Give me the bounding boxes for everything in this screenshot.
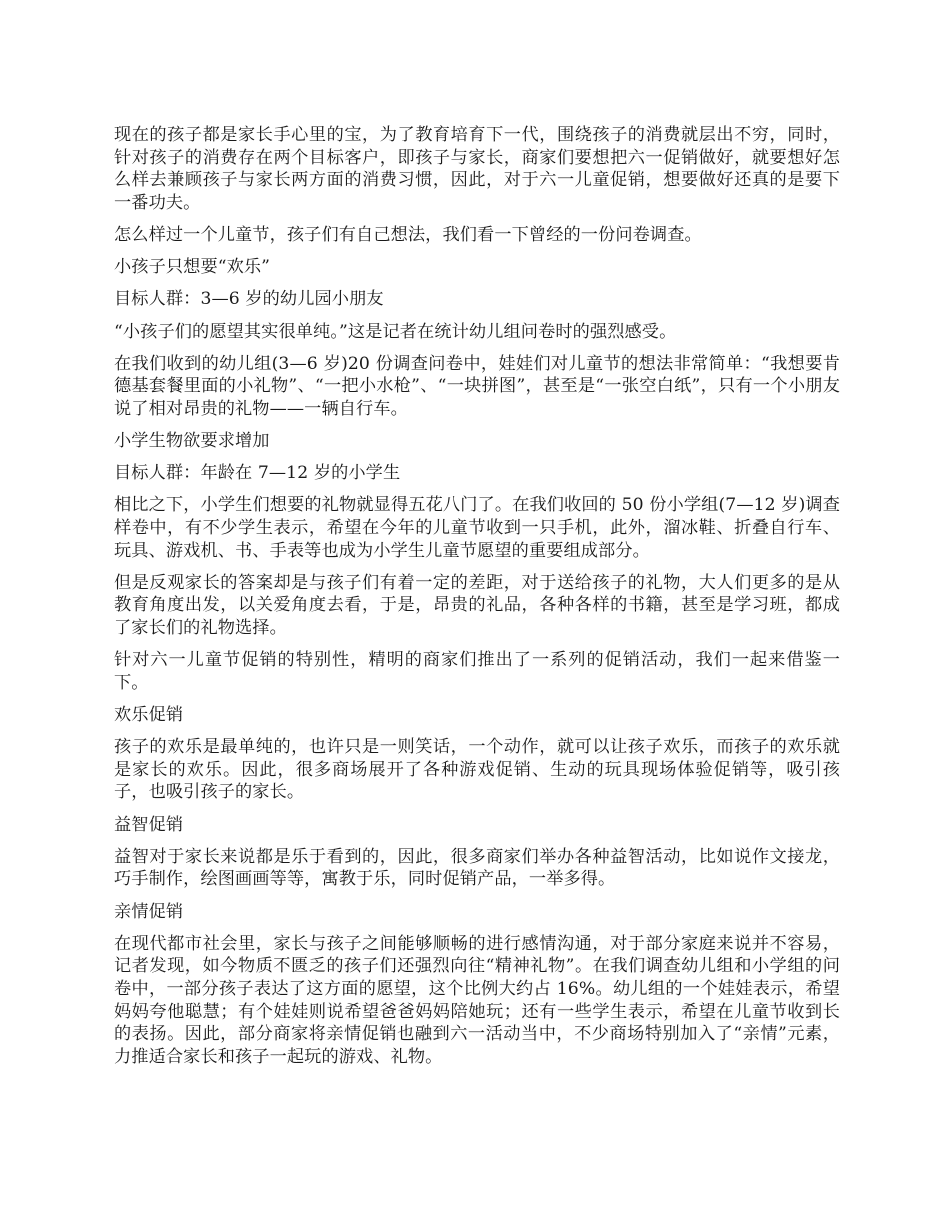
joy-promotion-paragraph: 孩子的欢乐是最单纯的，也许只是一则笑话，一个动作，就可以让孩子欢乐，而孩子的欢乐就是家长的欢乐。因此，很多商场展开了各种游戏促销、生动的玩具现场体验促销等，吸引孩子，也吸引孩子的家长。 bbox=[114, 737, 840, 803]
section-heading-pupils: 小学生物欲要求增加 bbox=[114, 431, 270, 452]
target-group-young-children: 目标人群：3—6 岁的幼儿园小朋友 bbox=[114, 289, 384, 310]
young-children-survey-paragraph: 在我们收到的幼儿组(3—6 岁)20 份调查问卷中，娃娃们对儿童节的想法非常简单：“我想要肯德基套餐里面的小礼物”、“一把小水枪”、“一块拼图”，甚至是“一张空白纸”，只有一个小朋友说了相对昂贵的礼物——一辆自行车。 bbox=[114, 353, 840, 419]
pupils-survey-paragraph: 相比之下，小学生们想要的礼物就显得五花八门了。在我们收回的 50 份小学组(7—12 岁)调查样卷中，有不少学生表示，希望在今年的儿童节收到一只手机，此外，溜冰鞋、折叠自行车、玩具、游戏机、书、手表等也成为小学生儿童节愿望的重要组成部分。 bbox=[114, 495, 840, 561]
target-group-pupils: 目标人群：年龄在 7—12 岁的小学生 bbox=[114, 463, 401, 484]
family-promotion-paragraph: 在现代都市社会里，家长与孩子之间能够顺畅的进行感情沟通，对于部分家庭来说并不容易，记者发现，如今物质不匮乏的孩子们还强烈向往“精神礼物”。在我们调查幼儿组和小学组的问卷中，一部分孩子表达了这方面的愿望，这个比例大约占 16%。幼儿组的一个娃娃表示，希望妈妈夸他聪慧；有个娃娃则说希望爸爸妈妈陪她玩；还有一些学生表示，希望在儿童节收到长的表扬。因此，部分商家将亲情促销也融到六一活动当中，不少商场特别加入了“亲情”元素，力推适合家长和孩子一起玩的游戏、礼物。 bbox=[114, 933, 840, 1067]
document-body bbox=[114, 124, 840, 1078]
promotion-intro-paragraph: 针对六一儿童节促销的特别性，精明的商家们推出了一系列的促销活动，我们一起来借鉴一下。 bbox=[114, 650, 840, 693]
intro-paragraph: 现在的孩子都是家长手心里的宝，为了教育培育下一代，围绕孩子的消费就层出不穷，同时，针对孩子的消费存在两个目标客户，即孩子与家长，商家们要想把六一促销做好，就要想好怎么样去兼顾孩子与家长两方面的消费习惯，因此，对于六一儿童促销，想要做好还真的是要下一番功夫。 bbox=[114, 125, 840, 213]
section-heading-family-promotion: 亲情促销 bbox=[114, 901, 184, 922]
section-heading-educational-promotion: 益智促销 bbox=[114, 814, 184, 835]
parents-answer-paragraph: 但是反观家长的答案却是与孩子们有着一定的差距，对于送给孩子的礼物，大人们更多的是从教育角度出发，以关爱角度去看，于是，昂贵的礼品，各种各样的书籍，甚至是学习班，都成了家长们的礼物选择。 bbox=[114, 572, 840, 639]
educational-promotion-paragraph: 益智对于家长来说都是乐于看到的，因此，很多商家们举办各种益智活动，比如说作文接龙，巧手制作，绘图画画等等，寓教于乐，同时促销产品，一举多得。 bbox=[114, 846, 840, 890]
section-heading-young-children: 小孩子只想要“欢乐” bbox=[114, 257, 271, 278]
survey-intro-paragraph: 怎么样过一个儿童节，孩子们有自己想法，我们看一下曾经的一份问卷调查。 bbox=[114, 224, 702, 245]
quote-paragraph: “小孩子们的愿望其实很单纯。”这是记者在统计幼儿组问卷时的强烈感受。 bbox=[114, 321, 677, 342]
section-heading-joy-promotion: 欢乐促销 bbox=[114, 705, 184, 725]
